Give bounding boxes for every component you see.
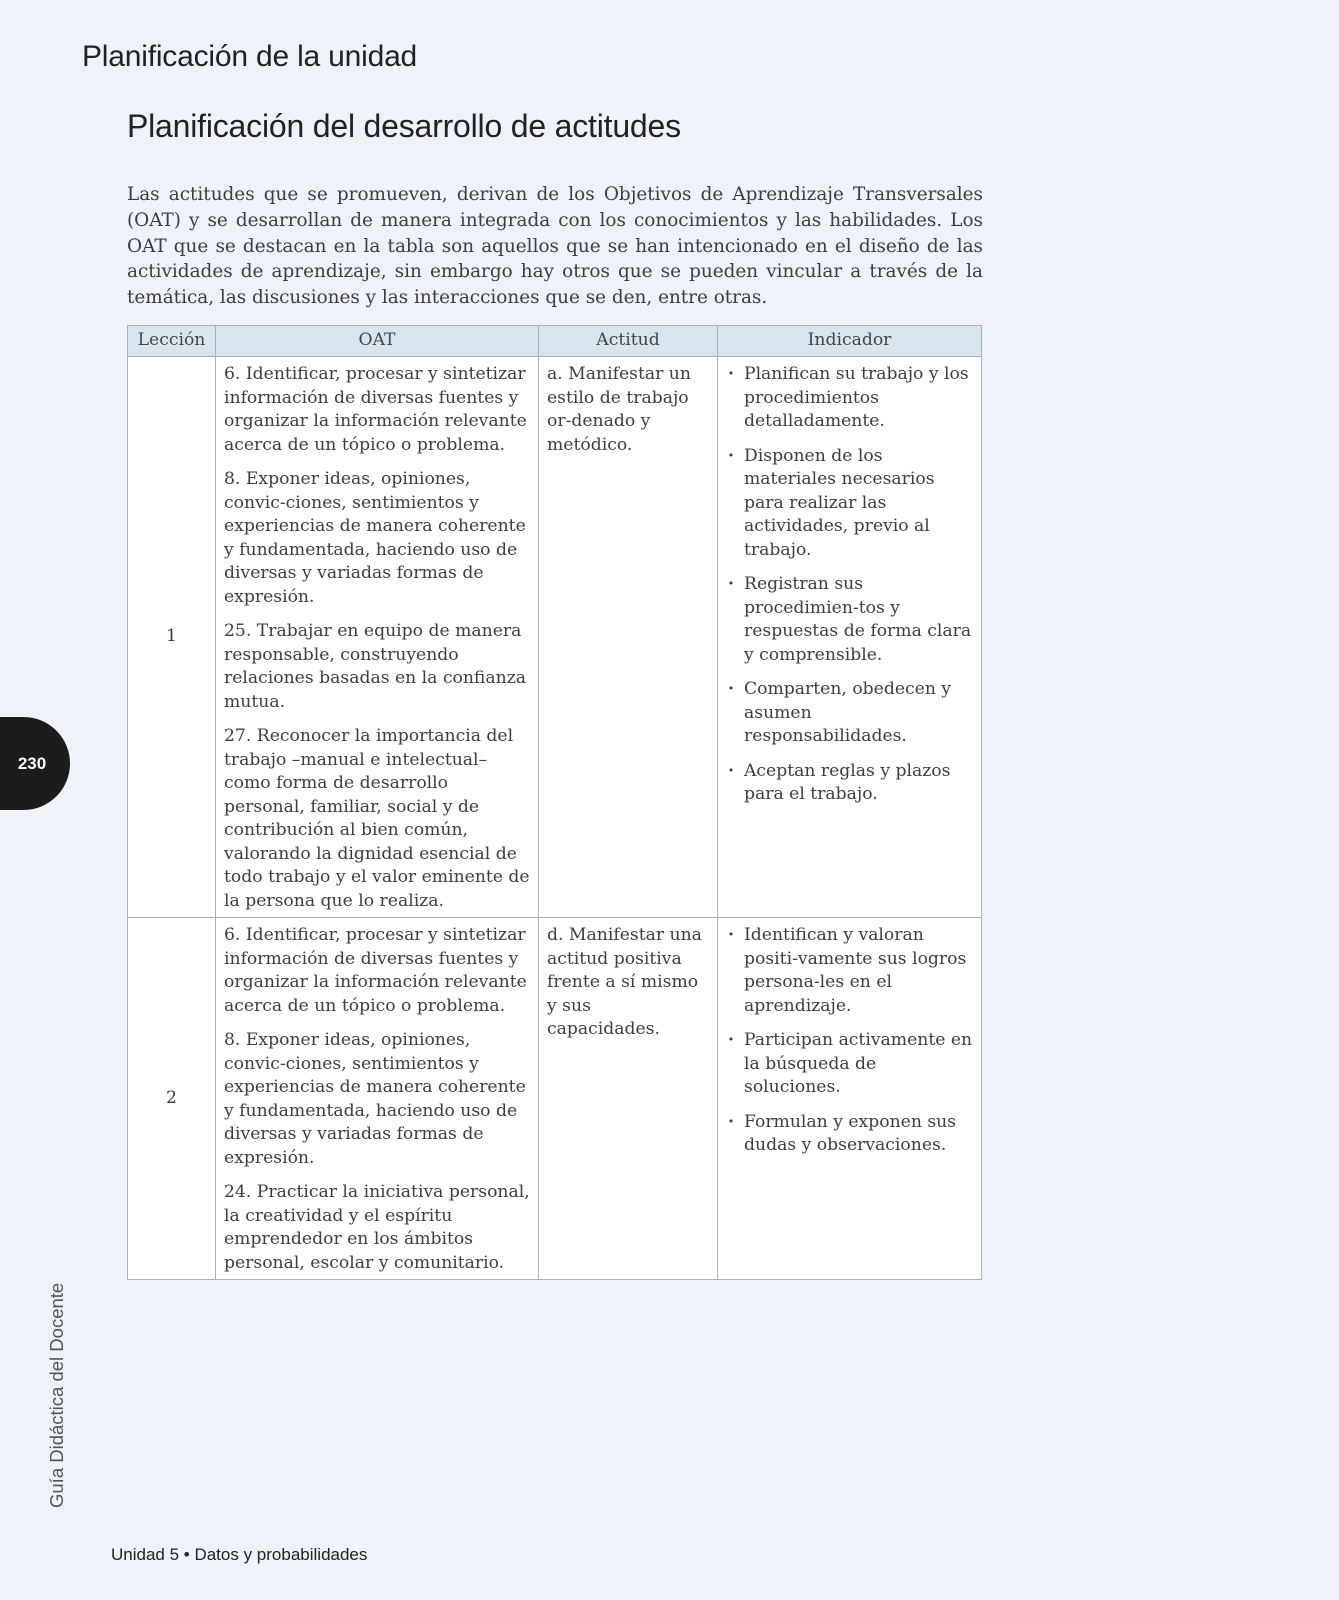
table-row — [128, 918, 982, 1280]
side-label: Guía Didáctica del Docente — [46, 1282, 67, 1508]
indicator-item: · Registran sus procedimien-tos y respuestas de forma clara y comprensible. — [726, 573, 973, 667]
table-row — [128, 357, 982, 918]
indicator-item: · Identifican y valoran positi-vamente sus logros persona-les en el aprendizaje. — [726, 924, 973, 1018]
oat-item: 8. Exponer ideas, opiniones, convic-ciones, sentimientos y experiencias de manera coherente y fundamentada, haciendo uso de diversas y variadas formas de expresión. — [224, 1030, 526, 1168]
oat-item: 6. Identificar, procesar y sintetizar información de diversas fuentes y organizar la información relevante acerca de un tópico o problema. — [224, 364, 527, 455]
oat-cell — [216, 357, 539, 918]
header-indicador: Indicador — [718, 326, 982, 357]
section-title: Planificación del desarrollo de actitudes — [127, 108, 681, 144]
lesson-cell: 1 — [128, 357, 216, 918]
indicator-item: · Disponen de los materiales necesarios para realizar las actividades, previo al trabajo. — [726, 445, 973, 563]
indicator-item: · Comparten, obedecen y asumen responsabilidades. — [726, 678, 973, 749]
page-number-tab: 230 — [0, 717, 70, 810]
page-header-title: Planificación de la unidad — [82, 40, 418, 73]
indicator-cell — [718, 918, 982, 1280]
table-header-row — [128, 326, 982, 357]
oat-item: 8. Exponer ideas, opiniones, convic-ciones, sentimientos y experiencias de manera coherente y fundamentada, haciendo uso de diversas y variadas formas de expresión. — [224, 469, 526, 607]
oat-item: 25. Trabajar en equipo de manera responsable, construyendo relaciones basadas en la confianza mutua. — [224, 621, 527, 712]
indicator-item: · Aceptan reglas y plazos para el trabajo. — [726, 760, 973, 807]
oat-item: 6. Identificar, procesar y sintetizar información de diversas fuentes y organizar la información relevante acerca de un tópico o problema. — [224, 925, 527, 1016]
attitude-cell: a. Manifestar un estilo de trabajo or-denado y metódico. — [539, 357, 718, 918]
footer-label: Unidad 5 • Datos y probabilidades — [111, 1545, 368, 1564]
oat-cell — [216, 918, 539, 1280]
oat-item: 27. Reconocer la importancia del trabajo –manual e intelectual– como forma de desarrollo personal, familiar, social y de contribución al bien común, valorando la dignidad esencial de todo trabajo y el valor eminente de la persona que lo realiza. — [224, 726, 530, 911]
attitude-cell: d. Manifestar una actitud positiva frente a sí mismo y sus capacidades. — [539, 918, 718, 1280]
lesson-cell: 2 — [128, 918, 216, 1280]
header-oat: OAT — [216, 326, 539, 357]
header-actitud: Actitud — [539, 326, 718, 357]
intro-paragraph: Las actitudes que se promueven, derivan de los Objetivos de Aprendizaje Transversales (OAT) y se desarrollan de manera integrada con los conocimientos y las habilidades. Los OAT que se destacan en la tabla son aquellos que se han intencionado en el diseño de las actividades de aprendizaje, sin embargo hay otros que se pueden vincular a través de la temática, las discusiones y las interacciones que se den, entre otras. — [127, 184, 983, 309]
indicator-item: · Participan activamente en la búsqueda de soluciones. — [726, 1029, 973, 1100]
indicator-item: · Planifican su trabajo y los procedimientos detalladamente. — [726, 363, 973, 434]
indicator-cell — [718, 357, 982, 918]
indicator-item: · Formulan y exponen sus dudas y observaciones. — [726, 1111, 973, 1158]
attitudes-table — [127, 325, 982, 1280]
oat-item: 24. Practicar la iniciativa personal, la creatividad y el espíritu emprendedor en los ámbitos personal, escolar y comunitario. — [224, 1182, 530, 1273]
header-leccion: Lección — [128, 326, 216, 357]
